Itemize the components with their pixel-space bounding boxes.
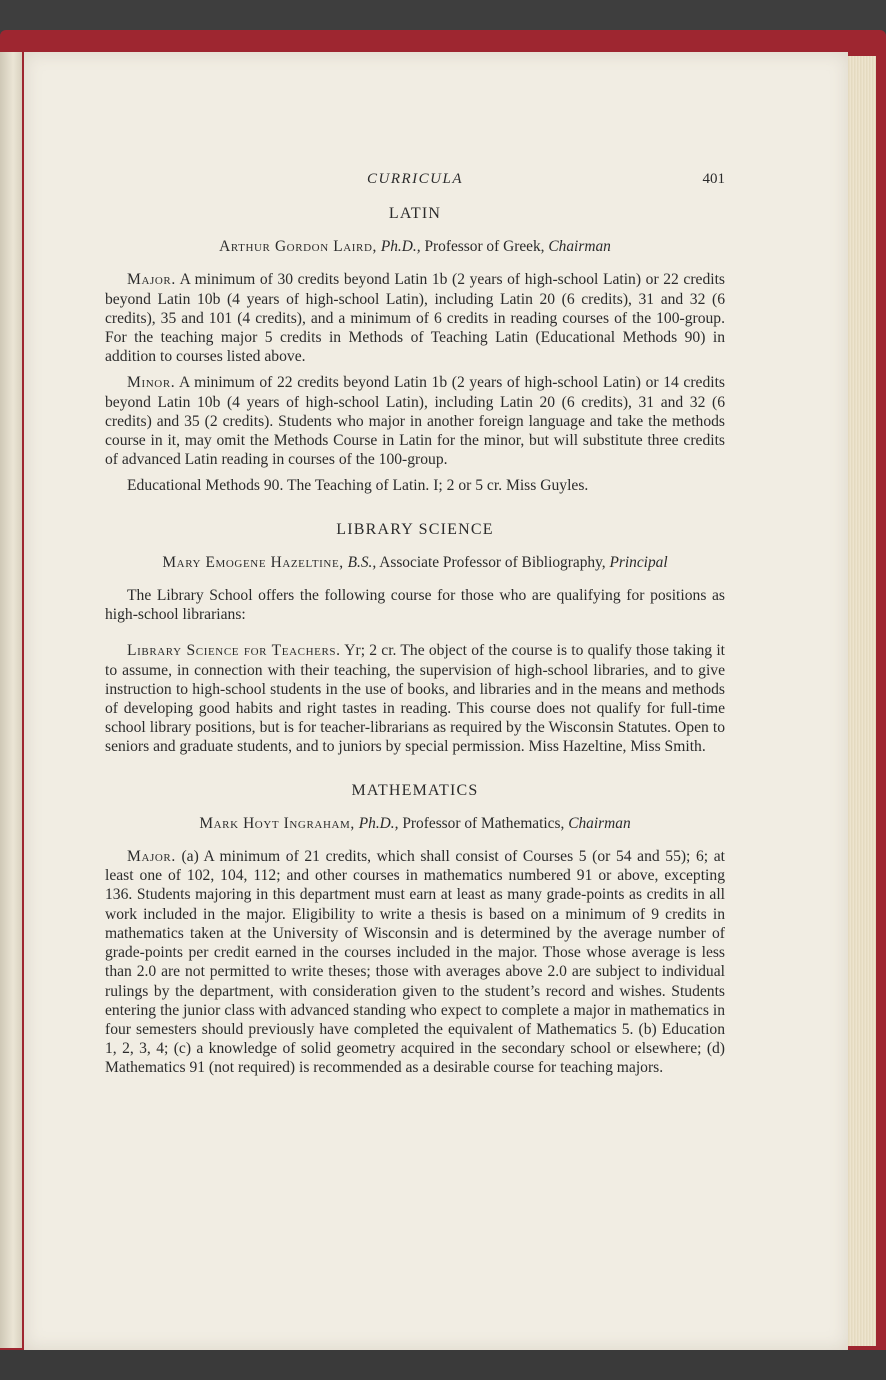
faculty-role: Principal xyxy=(609,553,668,571)
section-heading-mathematics: MATHEMATICS xyxy=(351,781,479,799)
previous-page-edge xyxy=(0,52,22,1348)
faculty-position: Professor of Greek, xyxy=(424,238,545,256)
major-text: (a) A minimum of 21 credits, which shall consist of Courses 5 (or 54 and 55); 6; at least one of 102, 104, 112; and other courses in mathematics numbered 91 or above, excepting 136. Students majoring in this department must earn at least as many grade-points as credits in all work included in the major. Eligibility to write a thesis is based on a minimum of 9 credits in mathematics taken at the University of Wisconsin and is determined by the average number of grade-points per credit earned in the courses included in the major. Those whose average is less than 2.0 are not permitted to write theses; those with averages above 2.0 are subject to individual rulings by the department, with consideration given to the student’s record and wishes. Students entering the junior class with advanced standing who expect to complete a major in mathematics in four semesters should previously have completed the equivalent of Mathematics 5. (b) Education 1, 2, 3, 4; (c) a knowledge of solid geometry acquired in the secondary school or elsewhere; (d) Mathematics 91 (not required) is recommended as a desirable course for teaching majors. xyxy=(105,848,725,1077)
background-bottom xyxy=(0,1350,886,1380)
faculty-name: Mark Hoyt Ingraham, xyxy=(199,814,355,832)
faculty-name: Mary Emogene Hazeltine, xyxy=(162,553,344,571)
page-number: 401 xyxy=(702,171,725,187)
section-heading-latin: LATIN xyxy=(388,205,442,222)
faculty-role: Chairman xyxy=(568,814,631,832)
page-content xyxy=(105,170,725,1085)
course-label: Library Science for Teachers. xyxy=(127,642,341,660)
major-text: A minimum of 30 credits beyond Latin 1b (2 years of high-school Latin) or 22 credits beyond Latin 10b (4 years of high-school Latin), including Latin 20 (6 credits), 31 and 32 (6 credits), 35 and 101 (4 credits), and a minimum of 6 credits in reading courses of the 100-group. For the teaching major 5 credits in Methods of Teaching Latin (Educational Methods 90) in addition to courses listed above. xyxy=(105,271,725,366)
running-head xyxy=(105,170,725,190)
book-page xyxy=(24,52,848,1350)
latin-methods-paragraph: Educational Methods 90. The Teaching of Latin. I; 2 or 5 cr. Miss Guyles. xyxy=(127,477,589,495)
library-intro-paragraph: The Library School offers the following course for those who are qualifying for positions as high-school librarians: xyxy=(105,587,725,624)
faculty-role: Chairman xyxy=(548,238,611,256)
section-heading-library-science: LIBRARY SCIENCE xyxy=(336,520,494,538)
minor-label: Minor. xyxy=(127,374,176,392)
library-course-paragraph xyxy=(105,641,725,756)
faculty-name: Arthur Gordon Laird, xyxy=(219,238,377,256)
mathematics-major-paragraph xyxy=(105,847,725,1077)
major-label: Major. xyxy=(127,848,176,866)
faculty-degree: Ph.D., xyxy=(380,238,421,256)
major-label: Major. xyxy=(127,271,176,289)
faculty-position: Professor of Mathematics, xyxy=(402,814,565,832)
minor-text: A minimum of 22 credits beyond Latin 1b (2 years of high-school Latin) or 14 credits beyond Latin 10b (4 years of high-school Latin), including Latin 20 (6 credits), 31 and 32 (6 credits) and 35 (2 credits). Students who major in another foreign language and take the methods course in it, may omit the Methods Course in Latin for the minor, but will substitute three credits of advanced Latin reading in courses of the 100-group. xyxy=(105,374,725,469)
running-title: CURRICULA xyxy=(367,171,463,187)
faculty-line-latin xyxy=(105,237,725,256)
faculty-position: Associate Professor of Bibliography, xyxy=(379,553,606,571)
faculty-line-mathematics xyxy=(105,814,725,833)
faculty-line-library-science xyxy=(105,553,725,572)
page-edges xyxy=(846,56,876,1346)
latin-major-paragraph xyxy=(105,270,725,366)
background-top xyxy=(0,0,886,34)
course-text: Yr; 2 cr. The object of the course is to qualify those taking it to assume, in connection with their teaching, the supervision of high-school libraries, and to give instruction to high-school students in the use of books, and libraries and in the means and methods of developing good habits and right tastes in reading. This course does not qualify for full-time school library positions, but is for teacher-librarians as required by the Wisconsin Statutes. Open to seniors and graduate students, and to juniors by special permission. Miss Hazeltine, Miss Smith. xyxy=(105,642,725,756)
faculty-degree: Ph.D., xyxy=(358,814,399,832)
faculty-degree: B.S., xyxy=(347,553,377,571)
latin-minor-paragraph xyxy=(105,373,725,469)
